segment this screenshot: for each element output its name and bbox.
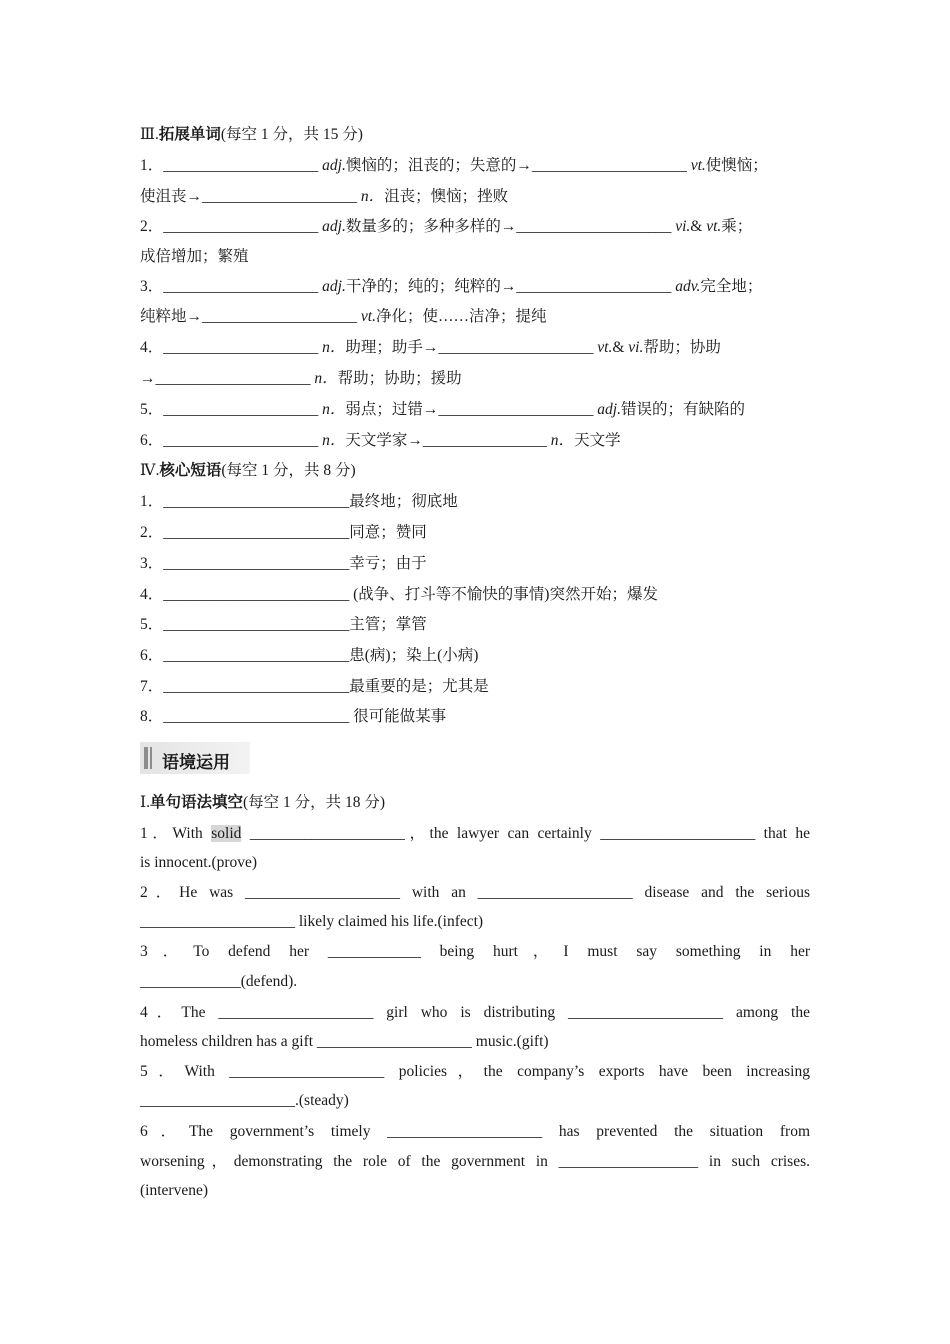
word-line: 4．____________________ n．助理；助手→____________________ vt.& vi.帮助；协助 xyxy=(140,339,721,356)
question-6-cont: worsening，demonstrating the role of the government in __________________ in such crises. xyxy=(140,1153,810,1170)
word-line: 使沮丧→____________________ n．沮丧；懊恼；挫败 xyxy=(140,188,509,205)
section-3-heading: Ⅲ.拓展单词(每空 1 分，共 15 分) xyxy=(140,126,363,143)
question-2-cont: ____________________ likely claimed his life.(infect) xyxy=(140,913,484,930)
question-5-cont: ____________________.(steady) xyxy=(140,1092,349,1109)
word-line: 5．____________________ n．弱点；过错→____________________ adj.错误的；有缺陷的 xyxy=(140,401,745,418)
word-line: 成倍增加；繁殖 xyxy=(140,248,249,265)
question-2-line: 2．He was ____________________ with an ____________________ disease and the serious xyxy=(140,884,810,901)
banner-bar-icon xyxy=(150,747,152,769)
question-1-cont: is innocent.(prove) xyxy=(140,854,258,871)
banner-label: 语境运用 xyxy=(162,753,230,773)
section-5-heading: Ⅰ.单句语法填空(每空 1 分，共 18 分) xyxy=(140,794,386,811)
phrase-line: 2．________________________同意；赞同 xyxy=(140,524,427,541)
phrase-line: 6．________________________患(病)；染上(小病) xyxy=(140,647,479,664)
word-line: 3．____________________ adj.干净的；纯的；纯粹的→____________________ adv.完全地； xyxy=(140,278,763,295)
banner-bar-icon xyxy=(144,747,148,769)
question-6-line: 6．The government’s timely ____________________ has prevented the situation from xyxy=(140,1123,810,1140)
phrase-line: 5．________________________主管；掌管 xyxy=(140,616,427,633)
section-banner xyxy=(140,742,250,774)
question-5-line: 5．With ____________________ policies，the company’s exports have been increasing xyxy=(140,1063,810,1080)
phrase-line: 8．________________________ 很可能做某事 xyxy=(140,708,447,725)
question-6-cont2: (intervene) xyxy=(140,1182,208,1199)
word-line: 纯粹地→____________________ vt.净化；使……洁净；提纯 xyxy=(140,308,547,325)
question-4-line: 4．The ____________________ girl who is distributing ____________________ among the xyxy=(140,1004,810,1021)
word-line: 1．____________________ adj.懊恼的；沮丧的；失意的→____________________ vt.使懊恼； xyxy=(140,157,768,174)
phrase-line: 1．________________________最终地；彻底地 xyxy=(140,493,458,510)
word-line: 2．____________________ adj.数量多的；多种多样的→____________________ vi.& vt.乘； xyxy=(140,218,753,235)
question-3-line: 3．To defend her ____________ being hurt，I must say something in her xyxy=(140,943,810,960)
question-1-line: 1．With solid ____________________，the lawyer can certainly ____________________ that he xyxy=(140,825,810,842)
section-4-heading: Ⅳ.核心短语(每空 1 分，共 8 分) xyxy=(140,462,356,479)
question-4-cont: homeless children has a gift ____________________ music.(gift) xyxy=(140,1033,549,1050)
question-3-cont: _____________(defend). xyxy=(140,973,298,990)
phrase-line: 7．________________________最重要的是；尤其是 xyxy=(140,678,489,695)
highlighted-word: solid xyxy=(211,825,242,842)
word-line: →____________________ n．帮助；协助；援助 xyxy=(140,370,462,387)
phrase-line: 3．________________________幸亏；由于 xyxy=(140,555,427,572)
word-line: 6．____________________ n．天文学家→________________ n．天文学 xyxy=(140,432,621,449)
phrase-line: 4．________________________ (战争、打斗等不愉快的事情)突然开始；爆发 xyxy=(140,586,658,603)
